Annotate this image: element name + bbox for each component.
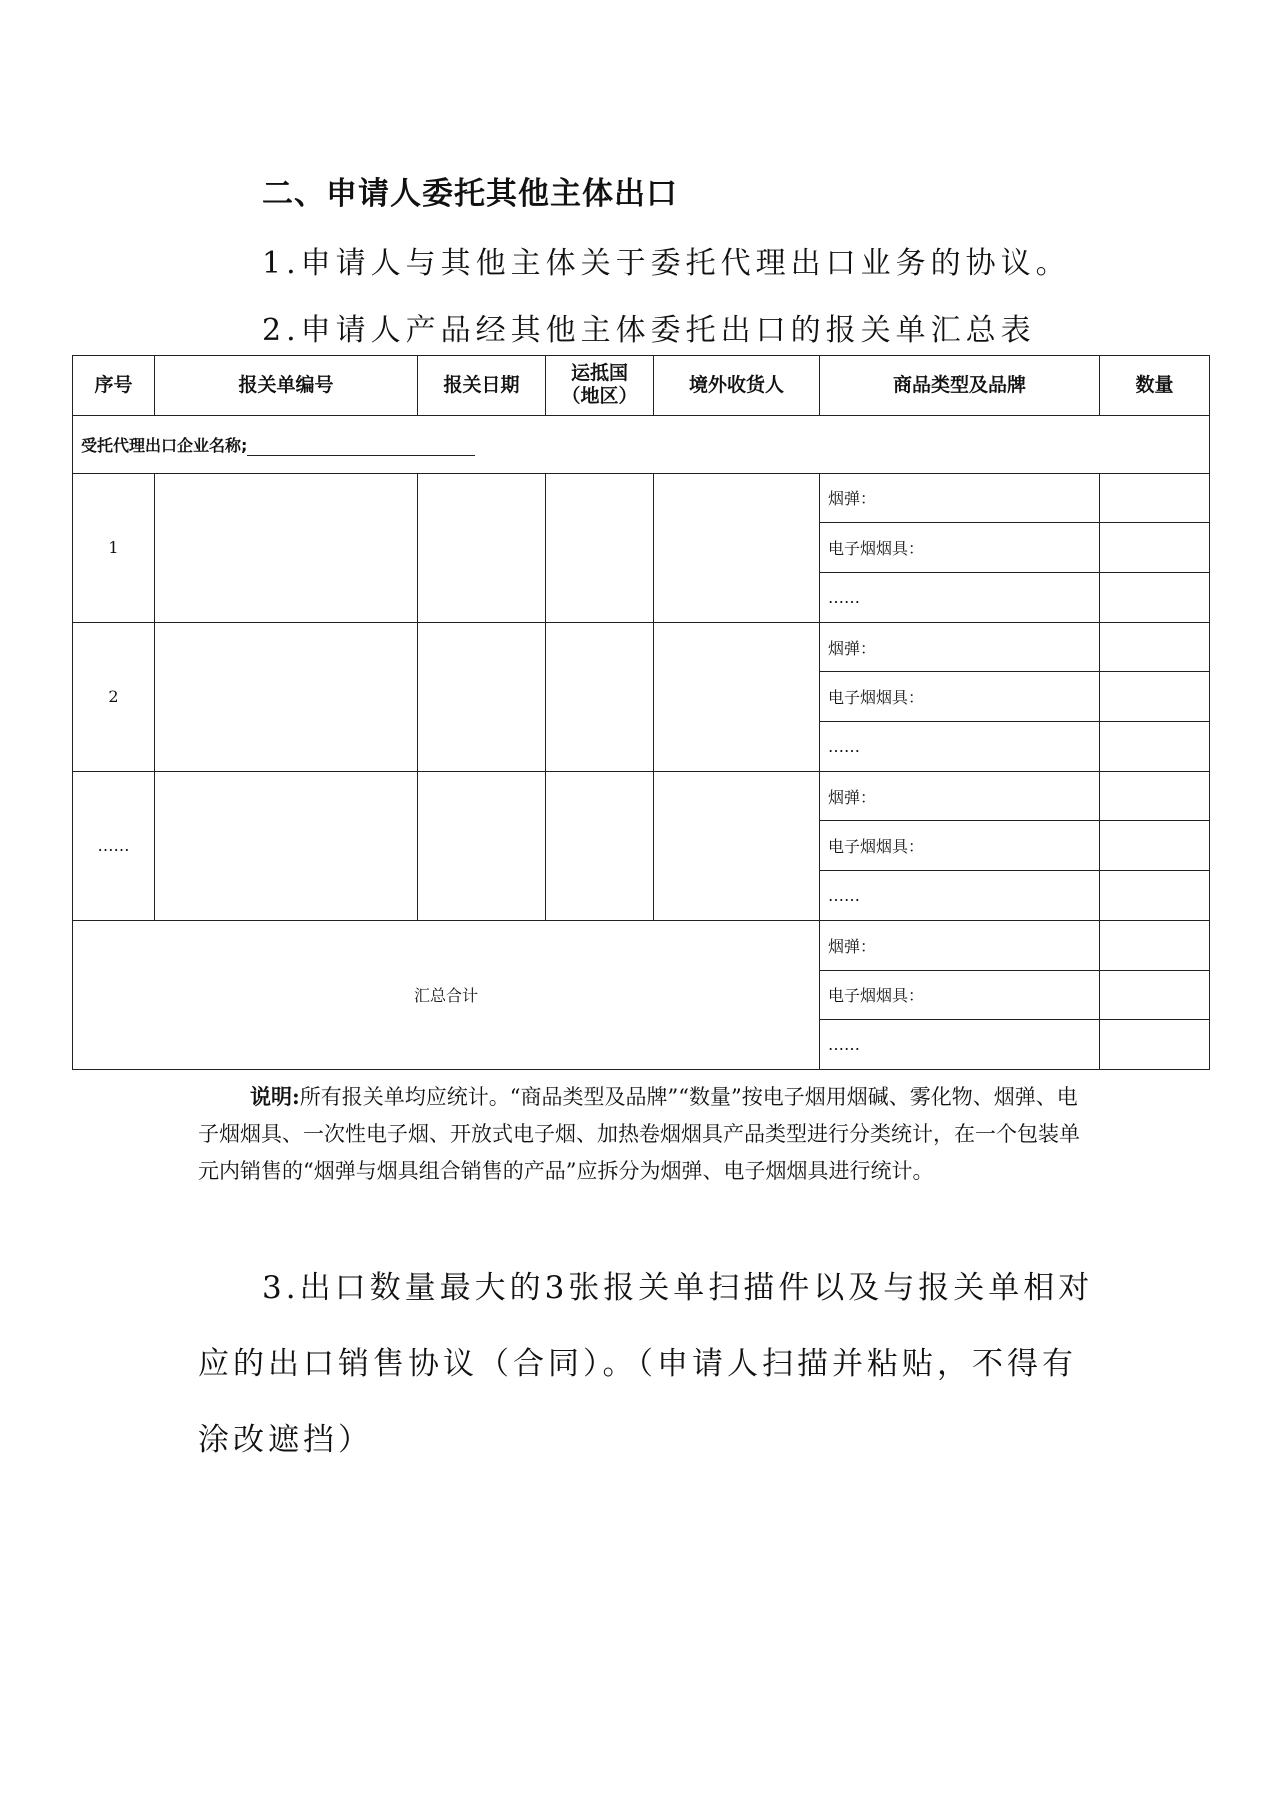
section-heading: 二、申请人委托其他主体出口 xyxy=(262,176,678,212)
quantity-cell[interactable] xyxy=(1100,771,1210,821)
quantity-cell[interactable] xyxy=(1100,622,1210,672)
category-cell: 电子烟烟具： xyxy=(820,672,1100,722)
category-cell: …… xyxy=(820,1020,1100,1070)
category-cell: 烟弹： xyxy=(820,920,1100,970)
total-label: 汇总合计 xyxy=(73,920,820,1069)
declaration-date-cell[interactable] xyxy=(418,622,546,771)
category-cell: 烟弹： xyxy=(820,473,1100,523)
consignee-cell[interactable] xyxy=(654,771,820,920)
destination-cell[interactable] xyxy=(546,473,654,622)
declaration-no-cell[interactable] xyxy=(155,771,418,920)
category-cell: 电子烟烟具： xyxy=(820,821,1100,871)
category-cell: …… xyxy=(820,573,1100,623)
seq-cell: 2 xyxy=(73,622,155,771)
header-declaration-date: 报关日期 xyxy=(418,356,546,416)
quantity-cell[interactable] xyxy=(1100,473,1210,523)
total-row xyxy=(73,920,1210,970)
header-consignee: 境外收货人 xyxy=(654,356,820,416)
seq-cell: 1 xyxy=(73,473,155,622)
agent-row xyxy=(73,415,1210,473)
category-cell: …… xyxy=(820,871,1100,921)
quantity-cell[interactable] xyxy=(1100,672,1210,722)
table-row xyxy=(73,771,1210,821)
quantity-cell[interactable] xyxy=(1100,821,1210,871)
header-seq: 序号 xyxy=(73,356,155,416)
header-declaration-no: 报关单编号 xyxy=(155,356,418,416)
header-destination-line1: 运抵国 xyxy=(570,361,628,384)
note-paragraph xyxy=(198,1078,1098,1190)
item-1: 1.申请人与其他主体关于委托代理出口业务的协议。 xyxy=(262,246,1071,281)
header-destination xyxy=(546,356,654,416)
agent-name-cell xyxy=(73,415,1210,473)
note-text: 所有报关单均应统计。“商品类型及品牌”“数量”按电子烟用烟碱、雾化物、烟弹、电子烟烟具、一次性电子烟、开放式电子烟、加热卷烟烟具产品类型进行分类统计，在一个包装单元内销售的“烟弹与烟具组合销售的产品”应拆分为烟弹、电子烟烟具进行统计。 xyxy=(198,1085,1080,1183)
table-header-row xyxy=(73,356,1210,416)
declaration-no-cell[interactable] xyxy=(155,473,418,622)
destination-cell[interactable] xyxy=(546,771,654,920)
agent-name-blank[interactable] xyxy=(247,435,475,456)
item-2: 2.申请人产品经其他主体委托出口的报关单汇总表 xyxy=(262,313,1036,348)
header-destination-line2: （地区） xyxy=(561,385,638,408)
quantity-cell[interactable] xyxy=(1100,970,1210,1020)
agent-name-label: 受托代理出口企业名称; xyxy=(81,435,248,455)
seq-cell: …… xyxy=(73,771,155,920)
quantity-cell[interactable] xyxy=(1100,523,1210,573)
category-cell: 烟弹： xyxy=(820,771,1100,821)
header-quantity: 数量 xyxy=(1100,356,1210,416)
declaration-date-cell[interactable] xyxy=(418,771,546,920)
quantity-cell[interactable] xyxy=(1100,573,1210,623)
category-cell: …… xyxy=(820,722,1100,772)
item-3: 3.出口数量最大的3张报关单扫描件以及与报关单相对应的出口销售协议（合同）。（申请人扫描并粘贴，不得有涂改遮挡） xyxy=(198,1270,1094,1458)
declaration-date-cell[interactable] xyxy=(418,473,546,622)
note-label: 说明: xyxy=(250,1084,300,1109)
quantity-cell[interactable] xyxy=(1100,1020,1210,1070)
category-cell: 烟弹： xyxy=(820,622,1100,672)
destination-cell[interactable] xyxy=(546,622,654,771)
consignee-cell[interactable] xyxy=(654,473,820,622)
quantity-cell[interactable] xyxy=(1100,722,1210,772)
declaration-no-cell[interactable] xyxy=(155,622,418,771)
category-cell: 电子烟烟具： xyxy=(820,523,1100,573)
declaration-summary-table xyxy=(72,355,1210,1070)
quantity-cell[interactable] xyxy=(1100,920,1210,970)
table-row xyxy=(73,622,1210,672)
category-cell: 电子烟烟具： xyxy=(820,970,1100,1020)
header-category-brand: 商品类型及品牌 xyxy=(820,356,1100,416)
consignee-cell[interactable] xyxy=(654,622,820,771)
table-row xyxy=(73,473,1210,523)
quantity-cell[interactable] xyxy=(1100,871,1210,921)
